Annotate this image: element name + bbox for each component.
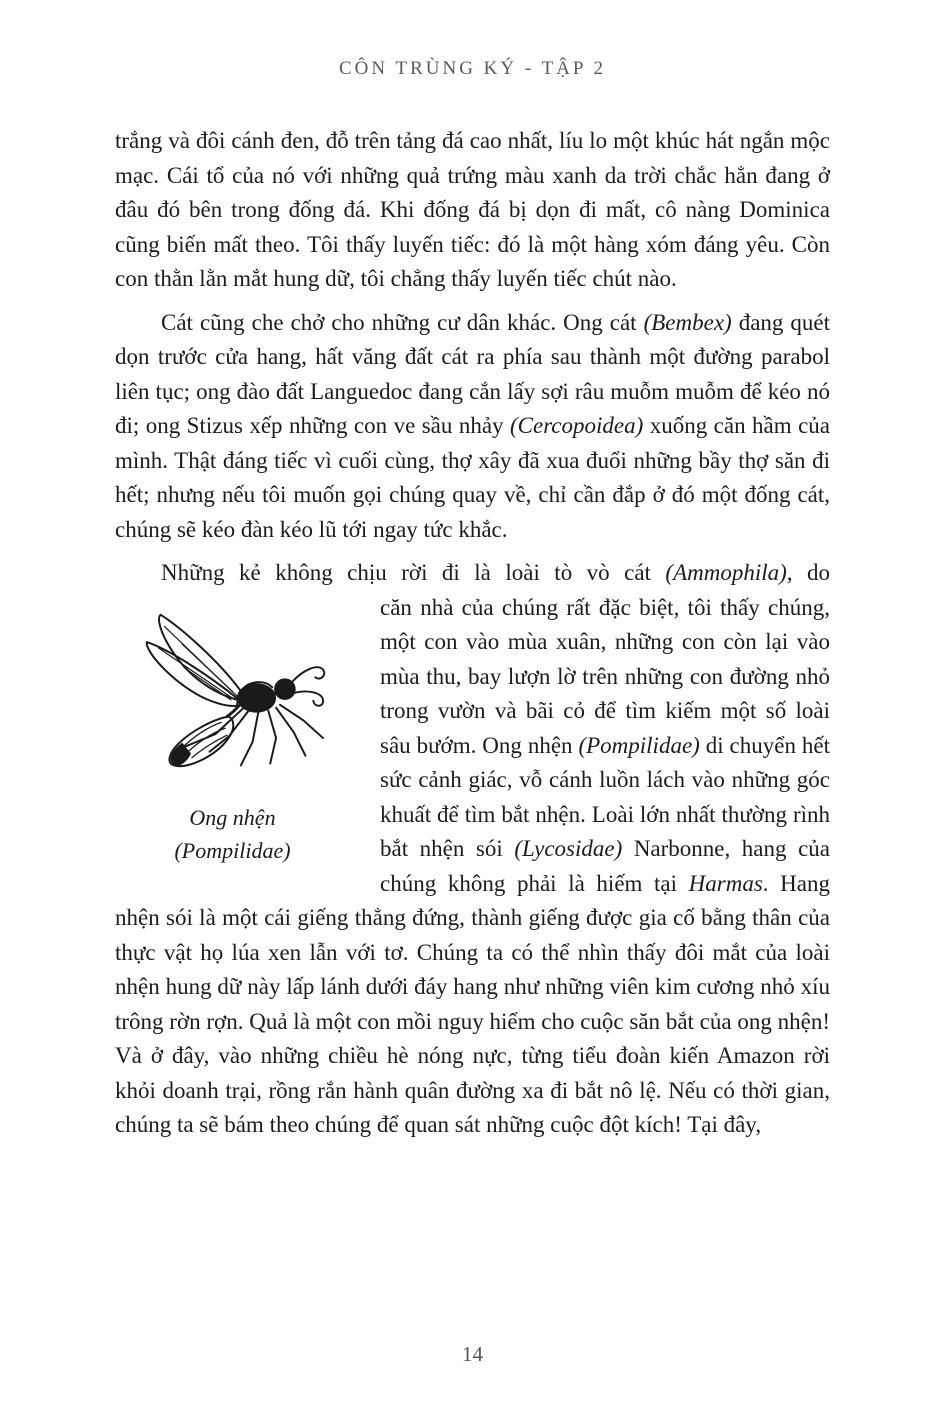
paragraph-3-body: căn nhà của chúng rất đặc biệt, tôi thấy chúng, một con vào mùa xuân, những con còn lại vào mùa thu, bay lượn lờ trên những con đường nhỏ trong vườn và bãi cỏ để tìm kiếm một số loài sâu bướm. Ong nhện (Pompilidae) di chuyển hết sức cảnh giác, vỗ cánh luồn lách vào những góc khuất để tìm bắt nhện. Loài lớn nhất thường rình bắt nhện sói (Lycosidae) Narbonne, hang của chúng không phải là hiếm tại Harmas. Hang nhện sói là một cái giếng thẳng đứng, thành giếng được gia cố bằng thân của thực vật họ lúa xen lẫn với tơ. Chúng ta có thể nhìn thấy đôi mắt của loài nhện hung dữ này lấp lánh dưới đáy hang như những viên kim cương nhỏ xíu trông rờn rợn. Quả là một con mồi nguy hiểm cho cuộc săn bắt của ong nhện! Và ở đây, vào những chiều hè nóng nực, từng tiểu đoàn kiến Amazon rời khỏi doanh trại, rồng rắn hành quân đường xa đi bắt nô lệ. Nếu có thời gian, chúng ta sẽ bám theo chúng để quan sát những cuộc đột kích! Tại đây, — [115, 594, 830, 1137]
page-body — [115, 124, 830, 1152]
running-header: CÔN TRÙNG KÝ - TẬP 2 — [338, 58, 607, 79]
paragraph-1: trắng và đôi cánh đen, đỗ trên tảng đá cao nhất, líu lo một khúc hát ngắn mộc mạc. Cái tổ của nó với những quả trứng màu xanh da trời chắc hẳn đang ở đâu đó bên trong đống đá. Khi đống đá bị dọn đi mất, cô nàng Dominica cũng biến mất theo. Tôi thấy luyến tiếc: đó là một hàng xóm đáng yêu. Còn con thằn lằn mắt hung dữ, tôi chẳng thấy luyến tiếc chút nào. — [115, 128, 830, 291]
wasp-illustration-icon — [123, 601, 343, 787]
paragraph-3-with-figure — [115, 591, 830, 1152]
page-number: 14 — [462, 1342, 483, 1366]
paragraph-2: Cát cũng che chở cho những cư dân khác. Ong cát (Bembex) đang quét dọn trước cửa hang, hất văng đất cát ra phía sau thành một đường parabol liên tục; ong đào đất Languedoc đang cắn lấy sợi râu muỗm muỗm để kéo nó đi; ong Stizus xếp những con ve sầu nhảy (Cercopoidea) xuống căn hầm của mình. Thật đáng tiếc vì cuối cùng, thợ xây đã xua đuổi những bầy thợ săn đi hết; nhưng nếu tôi muốn gọi chúng quay về, chỉ cần đắp ở đó một đống cát, chúng sẽ kéo đàn kéo lũ tới ngay tức khắc. — [115, 309, 830, 542]
paragraph-3-intro: Những kẻ không chịu rời đi là loài tò vò cát (Ammophila), do — [161, 560, 830, 585]
figure-caption-line1: Ong nhện — [189, 804, 276, 830]
figure-caption-line2: (Pompilidae) — [174, 837, 291, 863]
figure-caption — [115, 801, 350, 867]
wasp-figure — [115, 601, 350, 867]
